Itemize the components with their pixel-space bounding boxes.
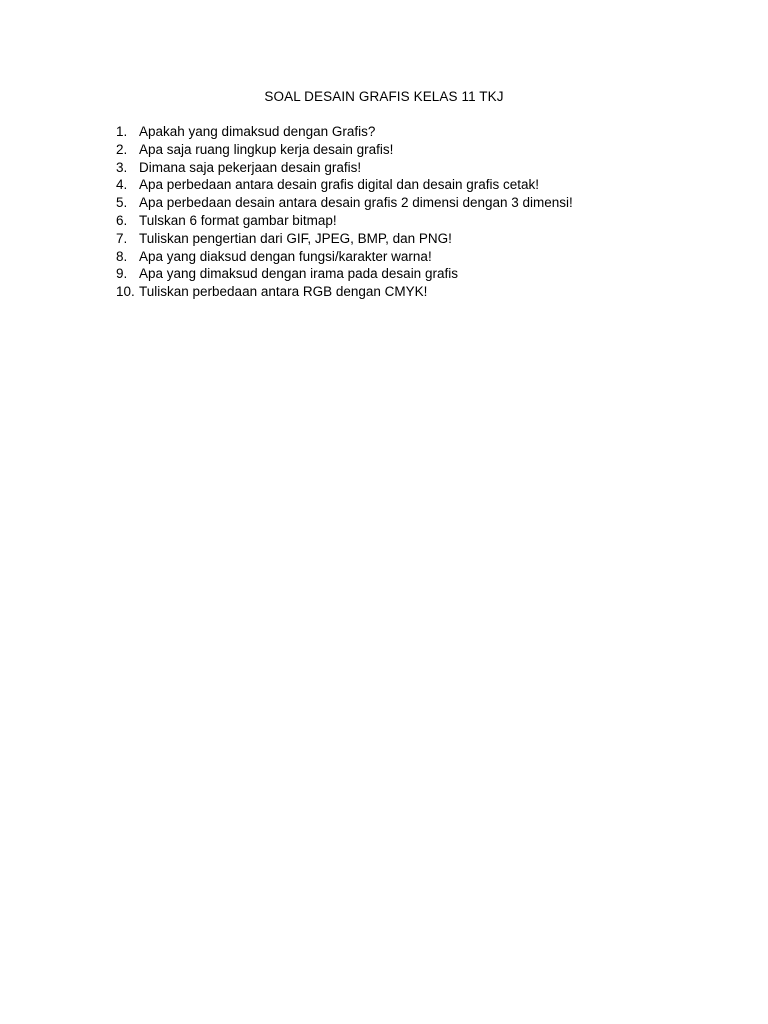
question-number: 5.	[116, 195, 128, 211]
question-text: Tuliskan pengertian dari GIF, JPEG, BMP, dan PNG!	[139, 230, 452, 246]
list-item	[116, 265, 736, 283]
question-text: Apakah yang dimaksud dengan Grafis?	[139, 124, 376, 139]
document-title: SOAL DESAIN GRAFIS KELAS 11 TKJ	[264, 89, 504, 104]
question-text: Apa saja ruang lingkup kerja desain grafis!	[139, 141, 394, 157]
list-item	[116, 176, 736, 194]
list-item	[116, 283, 736, 301]
question-text: Dimana saja pekerjaan desain grafis!	[139, 159, 362, 175]
question-text: Apa yang dimaksud dengan irama pada desain grafis	[139, 266, 458, 282]
list-item	[116, 230, 736, 248]
question-number: 10.	[116, 284, 135, 300]
list-item	[116, 194, 736, 212]
list-item	[116, 159, 736, 177]
list-item	[116, 248, 736, 266]
question-text: Apa perbedaan desain antara desain grafis 2 dimensi dengan 3 dimensi!	[139, 195, 573, 211]
question-number: 3.	[116, 159, 128, 175]
list-item	[116, 141, 736, 159]
question-number: 1.	[116, 124, 128, 139]
list-item	[116, 212, 736, 230]
question-text: Apa yang diaksud dengan fungsi/karakter warna!	[139, 248, 432, 264]
list-item	[116, 123, 736, 141]
question-number: 8.	[116, 248, 128, 264]
question-number: 9.	[116, 266, 128, 282]
question-number: 2.	[116, 141, 128, 157]
question-number: 4.	[116, 177, 128, 193]
question-number: 6.	[116, 212, 128, 228]
question-text: Tulskan 6 format gambar bitmap!	[139, 212, 337, 228]
question-text: Tuliskan perbedaan antara RGB dengan CMYK!	[139, 284, 428, 300]
question-text: Apa perbedaan antara desain grafis digital dan desain grafis cetak!	[139, 177, 540, 193]
question-number: 7.	[116, 230, 128, 246]
question-list	[116, 123, 736, 301]
